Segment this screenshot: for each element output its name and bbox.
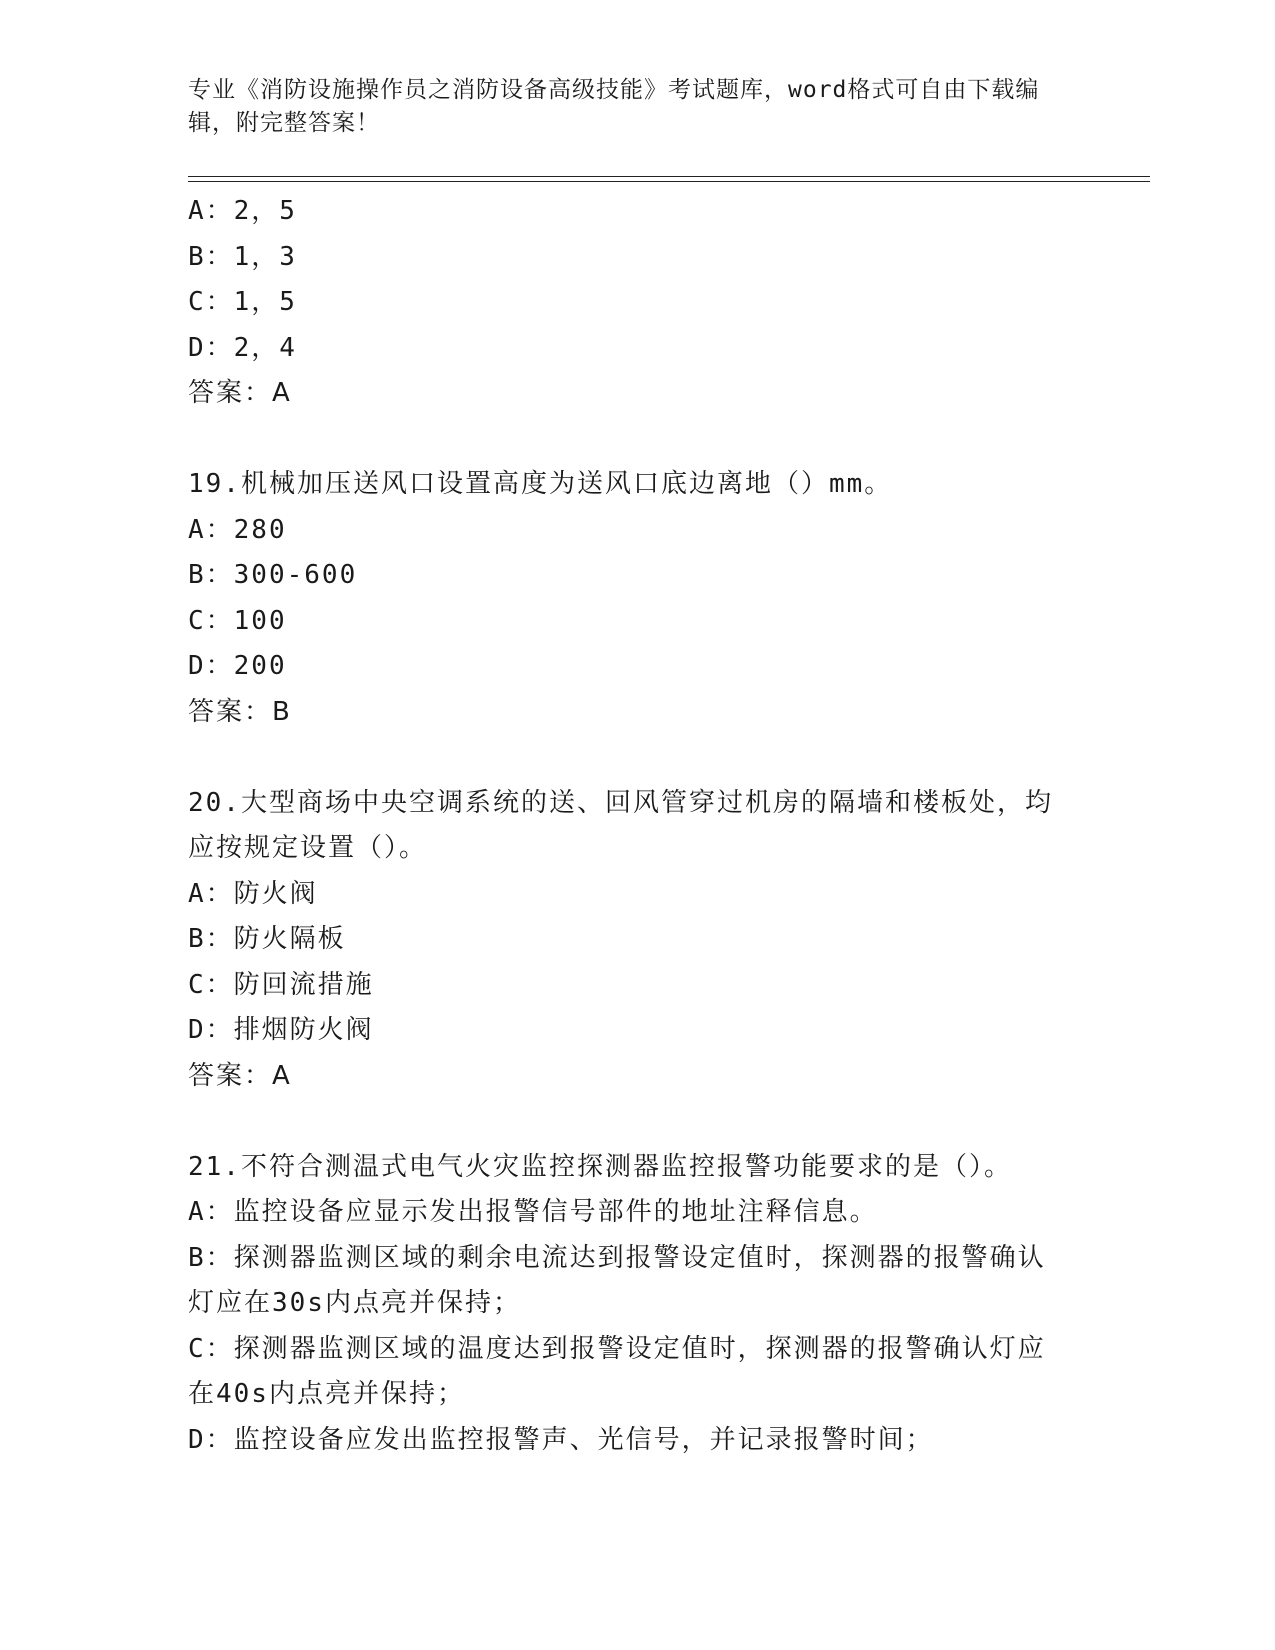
- option-c: C：防回流措施: [188, 969, 374, 1000]
- question-list: [188, 189, 1068, 1463]
- option-a: A：280: [188, 514, 287, 545]
- header-divider-top: [188, 176, 1150, 177]
- option-b: B：1，3: [188, 241, 297, 272]
- answer: 答案：A: [188, 378, 292, 408]
- question-21: [188, 1145, 1068, 1464]
- question-20: [188, 781, 1068, 1100]
- question-stem-line-1: 20.大型商场中央空调系统的送、回风管穿过机房的隔墙和楼板处，均: [188, 787, 1053, 818]
- option-b-line-1: B：探测器监测区域的剩余电流达到报警设定值时，探测器的报警确认: [188, 1242, 1046, 1273]
- option-d: D：排烟防火阀: [188, 1015, 374, 1045]
- option-a: A：防火阀: [188, 878, 318, 909]
- option-c-line-1: C：探测器监测区域的温度达到报警设定值时，探测器的报警确认灯应: [188, 1333, 1046, 1364]
- option-d: D：监控设备应发出监控报警声、光信号，并记录报警时间；: [188, 1424, 934, 1455]
- spacer: [188, 735, 1068, 781]
- question-stem: 21.不符合测温式电气火灾监控探测器监控报警功能要求的是（）。: [188, 1151, 1012, 1182]
- option-a: A：监控设备应显示发出报警信号部件的地址注释信息。: [188, 1197, 878, 1227]
- question-stem-line-2: 应按规定设置（）。: [188, 833, 428, 863]
- option-a: A：2，5: [188, 196, 297, 226]
- option-b: B：300-600: [188, 560, 358, 590]
- question-stem: 19.机械加压送风口设置高度为送风口底边离地（）mm。: [188, 469, 893, 499]
- option-d: D：2，4: [188, 332, 297, 363]
- option-b: B：防火隔板: [188, 924, 346, 954]
- option-d: D：200: [188, 651, 287, 681]
- option-c-line-2: 在40s内点亮并保持；: [188, 1379, 465, 1409]
- question-18-continued: [188, 189, 1068, 417]
- question-19: [188, 462, 1068, 735]
- document-header: 专业《消防设施操作员之消防设备高级技能》考试题库，word格式可自由下载编辑，附完整答案！: [188, 77, 1040, 136]
- answer: 答案：B: [188, 696, 292, 727]
- header-divider-bottom: [188, 181, 1150, 182]
- option-c: C：100: [188, 605, 287, 636]
- spacer: [188, 1099, 1068, 1145]
- option-c: C：1，5: [188, 287, 297, 317]
- spacer: [188, 417, 1068, 463]
- option-b-line-2: 灯应在30s内点亮并保持；: [188, 1288, 521, 1318]
- answer: 答案：A: [188, 1060, 292, 1091]
